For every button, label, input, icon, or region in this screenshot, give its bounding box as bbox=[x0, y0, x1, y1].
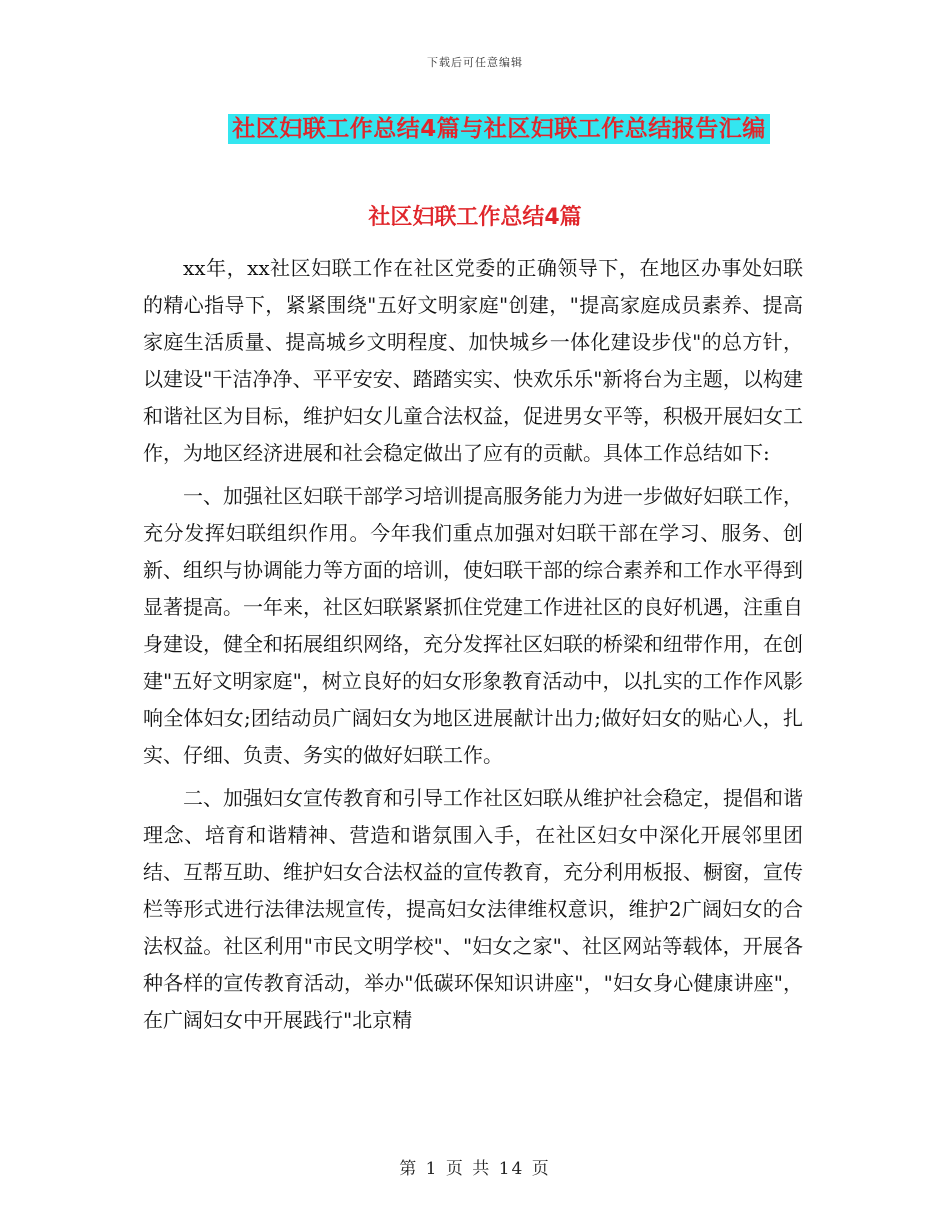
document-body bbox=[143, 250, 803, 1045]
body-paragraph-3: 二、加强妇女宣传教育和引导工作社区妇联从维护社会稳定，提倡和谐理念、培育和谐精神、营造和谐氛围入手，在社区妇女中深化开展邻里团结、互帮互助、维护妇女合法权益的宣传教育，充分利用板报、橱窗，宣传栏等形式进行法律法规宣传，提高妇女法律维权意识，维护2广阔妇女的合法权益。社区利用"市民文明学校"、"妇女之家"、社区网站等载体，开展各种各样的宣传教育活动，举办"低碳环保知识讲座"，"妇女身心健康讲座"，在广阔妇女中开展践行"北京精 bbox=[143, 786, 803, 1032]
section-title: 社区妇联工作总结4篇 bbox=[368, 205, 582, 230]
body-paragraph-1: xx年，xx社区妇联工作在社区党委的正确领导下，在地区办事处妇联的精心指导下，紧紧围绕"五好文明家庭"创建，"提高家庭成员素养、提高家庭生活质量、提高城乡文明程度、加快城乡一体化建设步伐"的总方针，以建设"干洁净净、平平安安、踏踏实实、快欢乐乐"新将台为主题，以构建和谐社区为目标，维护妇女儿童合法权益，促进男女平等，积极开展妇女工作，为地区经济进展和社会稳定做出了应有的贡献。具体工作总结如下: bbox=[143, 256, 803, 465]
main-title-container bbox=[0, 114, 950, 144]
document-main-title: 社区妇联工作总结4篇与社区妇联工作总结报告汇编 bbox=[228, 114, 770, 144]
page-footer: 第 1 页 共 14 页 bbox=[399, 1159, 551, 1179]
body-paragraph-2: 一、加强社区妇联干部学习培训提高服务能力为进一步做好妇联工作，充分发挥妇联组织作用。今年我们重点加强对妇联干部在学习、服务、创新、组织与协调能力等方面的培训，使妇联干部的综合素养和工作水平得到显著提高。一年来，社区妇联紧紧抓住党建工作进社区的良好机遇，注重自身建设，健全和拓展组织网络，充分发挥社区妇联的桥梁和纽带作用，在创建"五好文明家庭"，树立良好的妇女形象教育活动中，以扎实的工作作风影响全体妇女;团结动员广阔妇女为地区进展献计出力;做好妇女的贴心人，扎实、仔细、负责、务实的做好妇联工作。 bbox=[143, 484, 803, 767]
page-header-note: 下载后可任意编辑 bbox=[427, 56, 523, 69]
